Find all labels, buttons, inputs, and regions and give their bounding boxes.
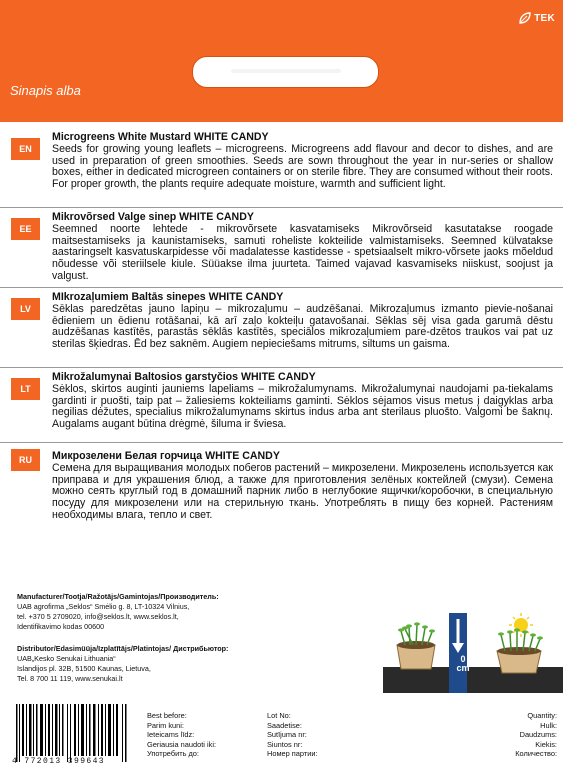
manufacturer-label: Manufacturer/Tootja/Ražotājs/Gamintojas/Производитель: bbox=[17, 592, 219, 601]
sowing-diagram bbox=[383, 607, 563, 693]
lang-badge: LV bbox=[11, 298, 40, 320]
section-title: Mikrožalumynai Baltosios garstyčios WHITE CANDY bbox=[52, 371, 316, 383]
lot-label: Parim kuni: bbox=[147, 720, 184, 730]
section-body: Seemned noorte lehtede - mikrovõrsete kasvatamiseks Mikrovõrseid kasutatakse roogade maitsestamiseks ja kaunistamiseks, samuti roheliste kokteilide valmistamiseks. Seemned külvatakse aastaringselt kasvatuskarpidesse või madalatesse kastidesse - spetsiaalselt mikro-võrsete jaoks mõeldud nõudesse või steriilsele kiule. Süüakse ilma juurteta. Taimed vajavad kasvamiseks niiskust, soojust ja valgust. bbox=[52, 222, 553, 282]
lot-label: Употребить до: bbox=[147, 749, 199, 759]
section-title: Mikrovõrsed Valge sinep WHITE CANDY bbox=[52, 211, 254, 223]
lang-badge: EE bbox=[11, 218, 40, 240]
section-text bbox=[52, 451, 553, 522]
distributor-line: Tel. 8 700 11 119, www.senukai.lt bbox=[17, 674, 123, 683]
manufacturer-block bbox=[17, 592, 219, 632]
section-text bbox=[52, 372, 553, 431]
lot-label: Geriausia naudoti iki: bbox=[147, 739, 217, 749]
lot-label: Hulk: bbox=[540, 720, 557, 730]
barcode-number: 4 772013 399643 bbox=[12, 757, 106, 766]
section-text bbox=[52, 132, 553, 191]
lot-number-column bbox=[267, 711, 318, 759]
brand-logo bbox=[519, 12, 555, 24]
distributor-label: Distributor/Edasimüüja/Izplatītājs/Platintojas/ Дистрибьютор: bbox=[17, 644, 229, 653]
lot-label: Siuntos nr: bbox=[267, 739, 303, 749]
section-title: Микрозелени Белая горчица WHITE CANDY bbox=[52, 450, 280, 462]
lang-badge: LT bbox=[11, 378, 40, 400]
distributor-line: UAB„Kesko Senukai Lithuania“ bbox=[17, 654, 116, 663]
lang-badge: RU bbox=[11, 449, 40, 471]
latin-name: Sinapis alba bbox=[10, 83, 81, 98]
manufacturer-line: UAB agrofirma „Seklos“ Smėlio g. 8, LT-10324 Vilnius, bbox=[17, 602, 190, 611]
section-title: Microgreens White Mustard WHITE CANDY bbox=[52, 131, 269, 143]
section-body: Sėklos, skirtos auginti jauniems lapeliams – mikrožalumynams. Mikrožalumynai naudojami pa-tiekalams gardinti ir puošti, taip pat – žaliesiems kokteiliams gaminti. Sėklos sėjamos visus metus į daigyklas arba negilias dėžutes, specialius mikrožalumynams skirtus indus arba ant sterilaus pluošto. Valgomi be šaknų. Augalams augant būtina drėgmė, šiluma ir šviesa. bbox=[52, 382, 553, 431]
packet-header bbox=[0, 0, 563, 122]
section-body: Seeds for growing young leaflets – microgreens. Microgreens add flavour and decor to dishes, and are used in preparation of green smoothies. Seeds are sown throughout the year in nur-series or shallow boxes, either in dedicated microgreen containers or on sterile fibre. They are consumed without their roots. For proper growth, the plants require adequate moisture, warmth and sufficient light. bbox=[52, 142, 553, 191]
divider bbox=[0, 367, 563, 368]
section-text bbox=[52, 292, 553, 351]
lot-label: Saadetise: bbox=[267, 720, 302, 730]
section-title: MIkrozaļumiem Baltās sinepes WHITE CANDY bbox=[52, 291, 284, 303]
divider bbox=[0, 207, 563, 208]
lot-label: Kiekis: bbox=[535, 739, 557, 749]
leaf-icon bbox=[519, 12, 531, 24]
lot-label: Количество: bbox=[515, 749, 557, 759]
distributor-line: Islandijos pl. 32B, 51500 Kaunas, Lietuva, bbox=[17, 664, 151, 673]
lot-label: Lot No: bbox=[267, 711, 291, 720]
sowing-depth bbox=[453, 655, 473, 673]
lang-badge: EN bbox=[11, 138, 40, 160]
sowing-illustration bbox=[383, 607, 563, 693]
hang-hole bbox=[192, 56, 379, 88]
lot-label: Ieteicams līdz: bbox=[147, 730, 195, 740]
section-body: Sēklas paredzētas jauno lapiņu – mikrozaļumu – audzēšanai. Mikrozaļumus izmanto pievie-nošanai ēdieniem un ēdienu rotāšanai, kā arī zaļo kokteiļu gatavošanai. Sēklas sēj visa gada garumā dēstu audzēšanas kastītēs, parastās sēklās kastītēs, speciālos mikrozaļumiem pare-dzētos traukos vai pat uz sterilas šķiedras. Ēd bez saknēm. Augiem nepieciešams mitrums, siltums un gaisma. bbox=[52, 302, 553, 351]
lot-label: Daudzums: bbox=[519, 730, 557, 740]
divider bbox=[0, 442, 563, 443]
depth-value: 0 bbox=[460, 654, 466, 664]
brand-name: TEK bbox=[534, 12, 555, 24]
quantity-column bbox=[417, 711, 557, 759]
manufacturer-line: Identifikavimo kodas 00600 bbox=[17, 622, 105, 631]
depth-unit: cm bbox=[456, 663, 470, 673]
best-before-column bbox=[147, 711, 216, 759]
lot-label: Best before: bbox=[147, 711, 187, 720]
lot-label: Quantity: bbox=[527, 711, 557, 720]
manufacturer-line: tel. +370 5 2709020, info@seklos.lt, www.seklos.lt, bbox=[17, 612, 179, 621]
lot-info-box bbox=[143, 709, 563, 768]
lot-label: Номер партии: bbox=[267, 749, 318, 759]
section-text bbox=[52, 212, 553, 283]
section-body: Семена для выращивания молодых побегов растений – микрозелени. Микрозелень используется как приправа и для украшения блюд, а также для приготовления зелёных коктейлей (смузи). Семена можно сеять круглый год в домашний парник либо в неглубокие ящички/коробочки, в специальную посуду для микрозелени или на стерильную ткань. Употреблять в пищу без корней. Растениям необходимы влага, тепло и свет. bbox=[52, 461, 553, 521]
distributor-block bbox=[17, 644, 228, 684]
divider bbox=[0, 287, 563, 288]
lot-label: Sutījuma nr: bbox=[267, 730, 307, 740]
